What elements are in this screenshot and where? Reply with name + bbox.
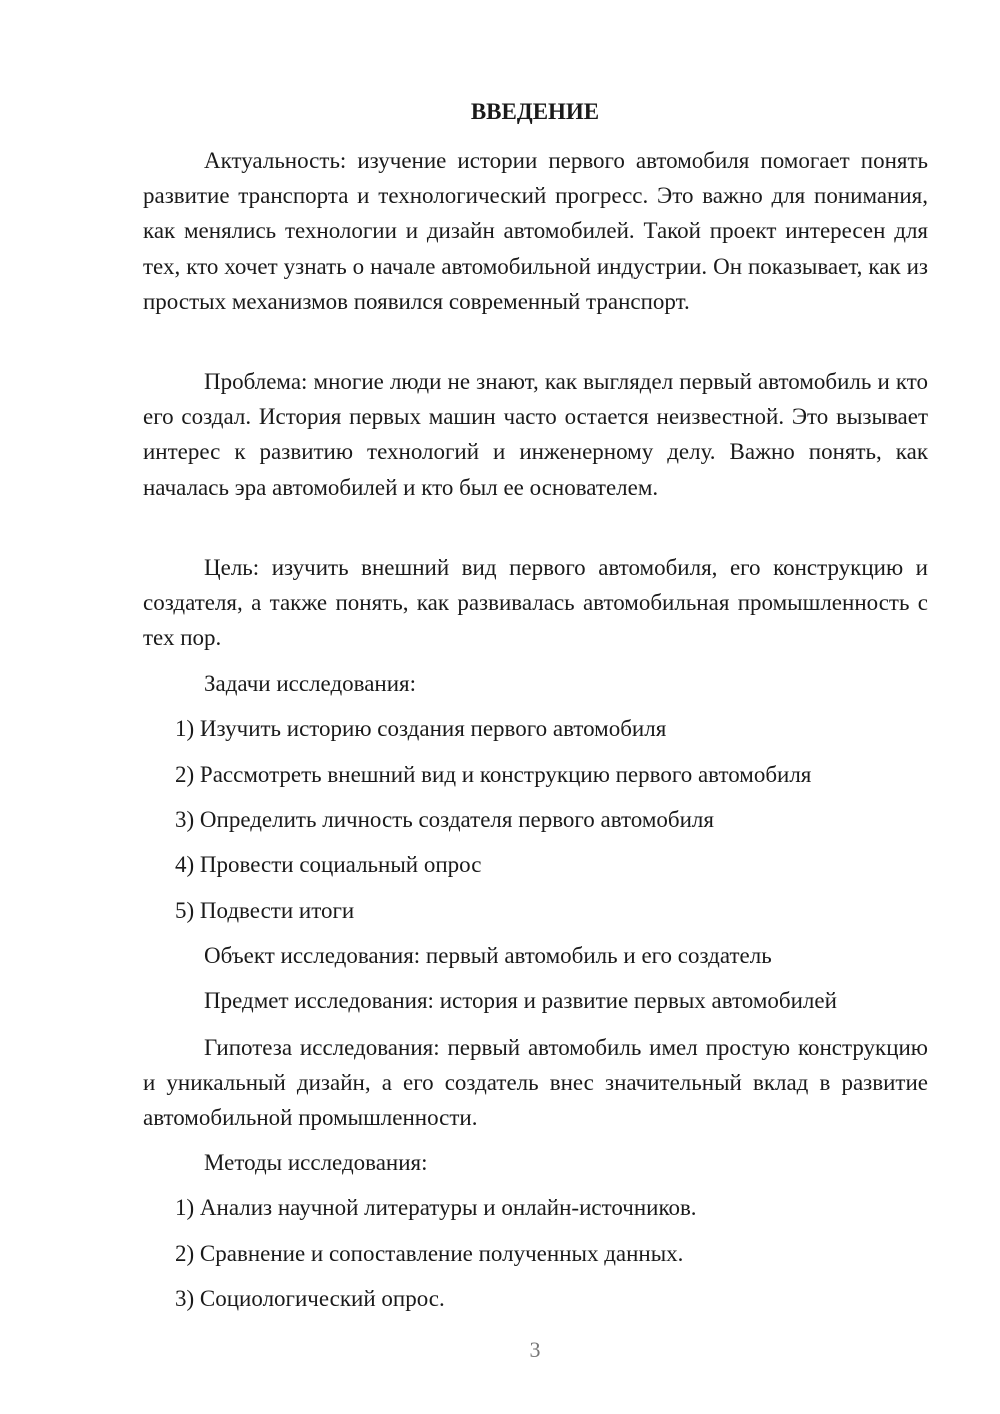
tasks-heading: Задачи исследования: bbox=[204, 671, 417, 696]
paragraph-hypothesis: Гипотеза исследования: первый автомобиль имел простую конструкцию и уникальный дизайн, а его создатель внес значительный вклад в развитие автомобильной промышленности. bbox=[143, 1035, 928, 1131]
research-object: Объект исследования: первый автомобиль и его создатель bbox=[204, 943, 772, 968]
research-subject: Предмет исследования: история и развитие первых автомобилей bbox=[204, 988, 837, 1013]
task-item-2: 2) Рассмотреть внешний вид и конструкцию первого автомобиля bbox=[175, 762, 812, 787]
paragraph-goal: Цель: изучить внешний вид первого автомобиля, его конструкцию и создателя, а также понять, как развивалась автомобильная промышленность с тех пор. bbox=[143, 555, 928, 651]
method-item-1: 1) Анализ научной литературы и онлайн-источников. bbox=[175, 1195, 697, 1220]
task-item-4: 4) Провести социальный опрос bbox=[175, 852, 482, 877]
page-number: 3 bbox=[529, 1337, 541, 1362]
paragraph-relevance: Актуальность: изучение истории первого автомобиля помогает понять развитие транспорта и технологический прогресс. Это важно для понимания, как менялись технологии и дизайн автомобилей. Такой проект интересен для тех, кто хочет узнать о начале автомобильной индустрии. Он показывает, как из простых механизмов появился современный транспорт. bbox=[143, 148, 928, 314]
task-item-1: 1) Изучить историю создания первого автомобиля bbox=[175, 716, 667, 741]
method-item-3: 3) Социологический опрос. bbox=[175, 1286, 445, 1311]
paragraph-problem: Проблема: многие люди не знают, как выглядел первый автомобиль и кто его создал. История первых машин часто остается неизвестной. Это вызывает интерес к развитию технологий и инженерному делу. Важно понять, как началась эра автомобилей и кто был ее основателем. bbox=[143, 369, 928, 500]
task-item-5: 5) Подвести итоги bbox=[175, 898, 355, 923]
methods-heading: Методы исследования: bbox=[204, 1150, 428, 1175]
task-item-3: 3) Определить личность создателя первого автомобиля bbox=[175, 807, 714, 832]
page-title: ВВЕДЕНИЕ bbox=[470, 99, 600, 124]
method-item-2: 2) Сравнение и сопоставление полученных данных. bbox=[175, 1241, 684, 1266]
